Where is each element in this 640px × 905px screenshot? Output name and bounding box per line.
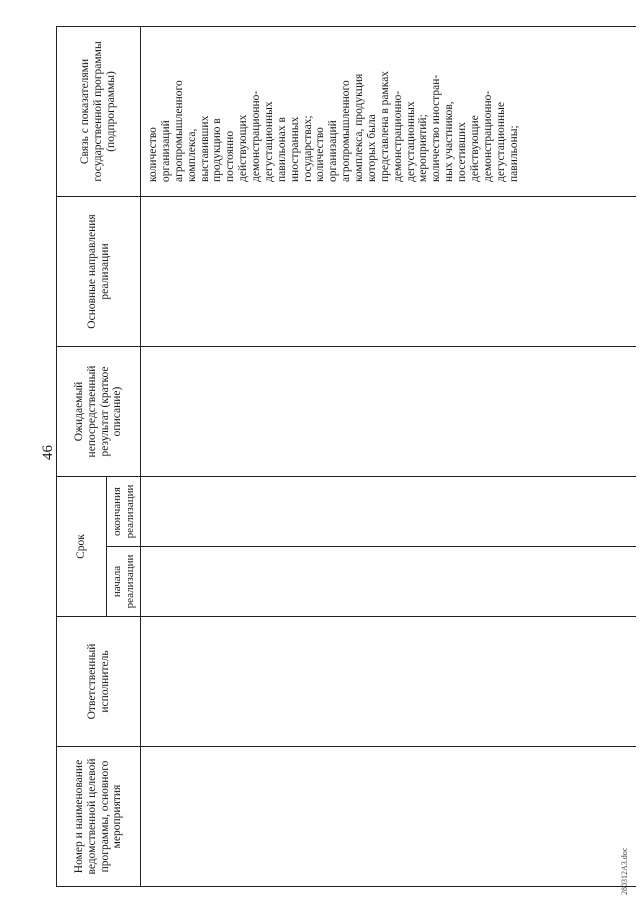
body-line: демонстрационно- (391, 90, 404, 182)
body-line: дегустационные (494, 101, 507, 182)
cell-expected-result (141, 346, 637, 476)
body-line: действующие (468, 115, 481, 182)
page-number: 46 (40, 445, 56, 460)
table-row (141, 26, 637, 886)
header-main-directions: Основные направления реализации (57, 196, 141, 346)
body-line: выставивших (198, 115, 211, 182)
body-line: количество (314, 127, 327, 182)
body-line: постоянно (224, 130, 237, 182)
header-program-name: Номер и наименование ведомственной целевой программы, основного мероприятия (57, 747, 141, 887)
body-line: агропромышленного (340, 80, 353, 182)
body-line: представлена в рамках (378, 70, 391, 182)
header-term-end: окончания реализации (107, 476, 141, 546)
cell-main-directions (141, 196, 637, 346)
header-row-1 (57, 26, 107, 886)
cell-program-name (141, 747, 637, 887)
body-line: агропромышленного (172, 80, 185, 182)
program-table (56, 26, 636, 887)
header-indicators-link: Связь с показателями государственной программы (подпрограммы) (57, 26, 141, 196)
body-line: организаций (327, 120, 340, 182)
body-line: количество (147, 127, 159, 182)
body-line: демонстрационно- (250, 90, 262, 182)
body-line: организаций (159, 120, 172, 182)
body-line: дегустационных (404, 101, 417, 182)
body-line: павильонах в (275, 117, 288, 182)
body-line: иностранных (288, 116, 301, 182)
header-term: Срок (57, 476, 107, 616)
header-expected-result: Ожидаемый непосредственный результат (краткое описание) (57, 346, 141, 476)
body-line: павильоны; (507, 125, 520, 182)
body-line: комплекса, продукция (353, 73, 365, 182)
cell-term-end (141, 476, 637, 546)
header-responsible: Ответственный исполнитель (57, 617, 141, 747)
header-term-start: начала реализации (107, 547, 141, 617)
body-line: количество иностран- (430, 74, 443, 182)
body-line: которых была (365, 114, 378, 182)
cell-indicators-link (141, 26, 637, 196)
cell-term-start (141, 547, 637, 617)
body-line: дегустационных (262, 101, 275, 182)
body-line: комплекса, (185, 128, 198, 182)
body-line: ных участников, (443, 101, 456, 182)
body-line: посетивших (456, 122, 468, 182)
file-footer: 280312A3.doc (620, 847, 629, 895)
body-line: мероприятий; (417, 114, 430, 182)
body-line: продукцию в (211, 118, 224, 182)
body-line: государствах; (301, 115, 314, 182)
cell-responsible (141, 617, 637, 747)
body-line: действующих (237, 114, 250, 182)
body-line: демонстрационно- (481, 90, 494, 182)
